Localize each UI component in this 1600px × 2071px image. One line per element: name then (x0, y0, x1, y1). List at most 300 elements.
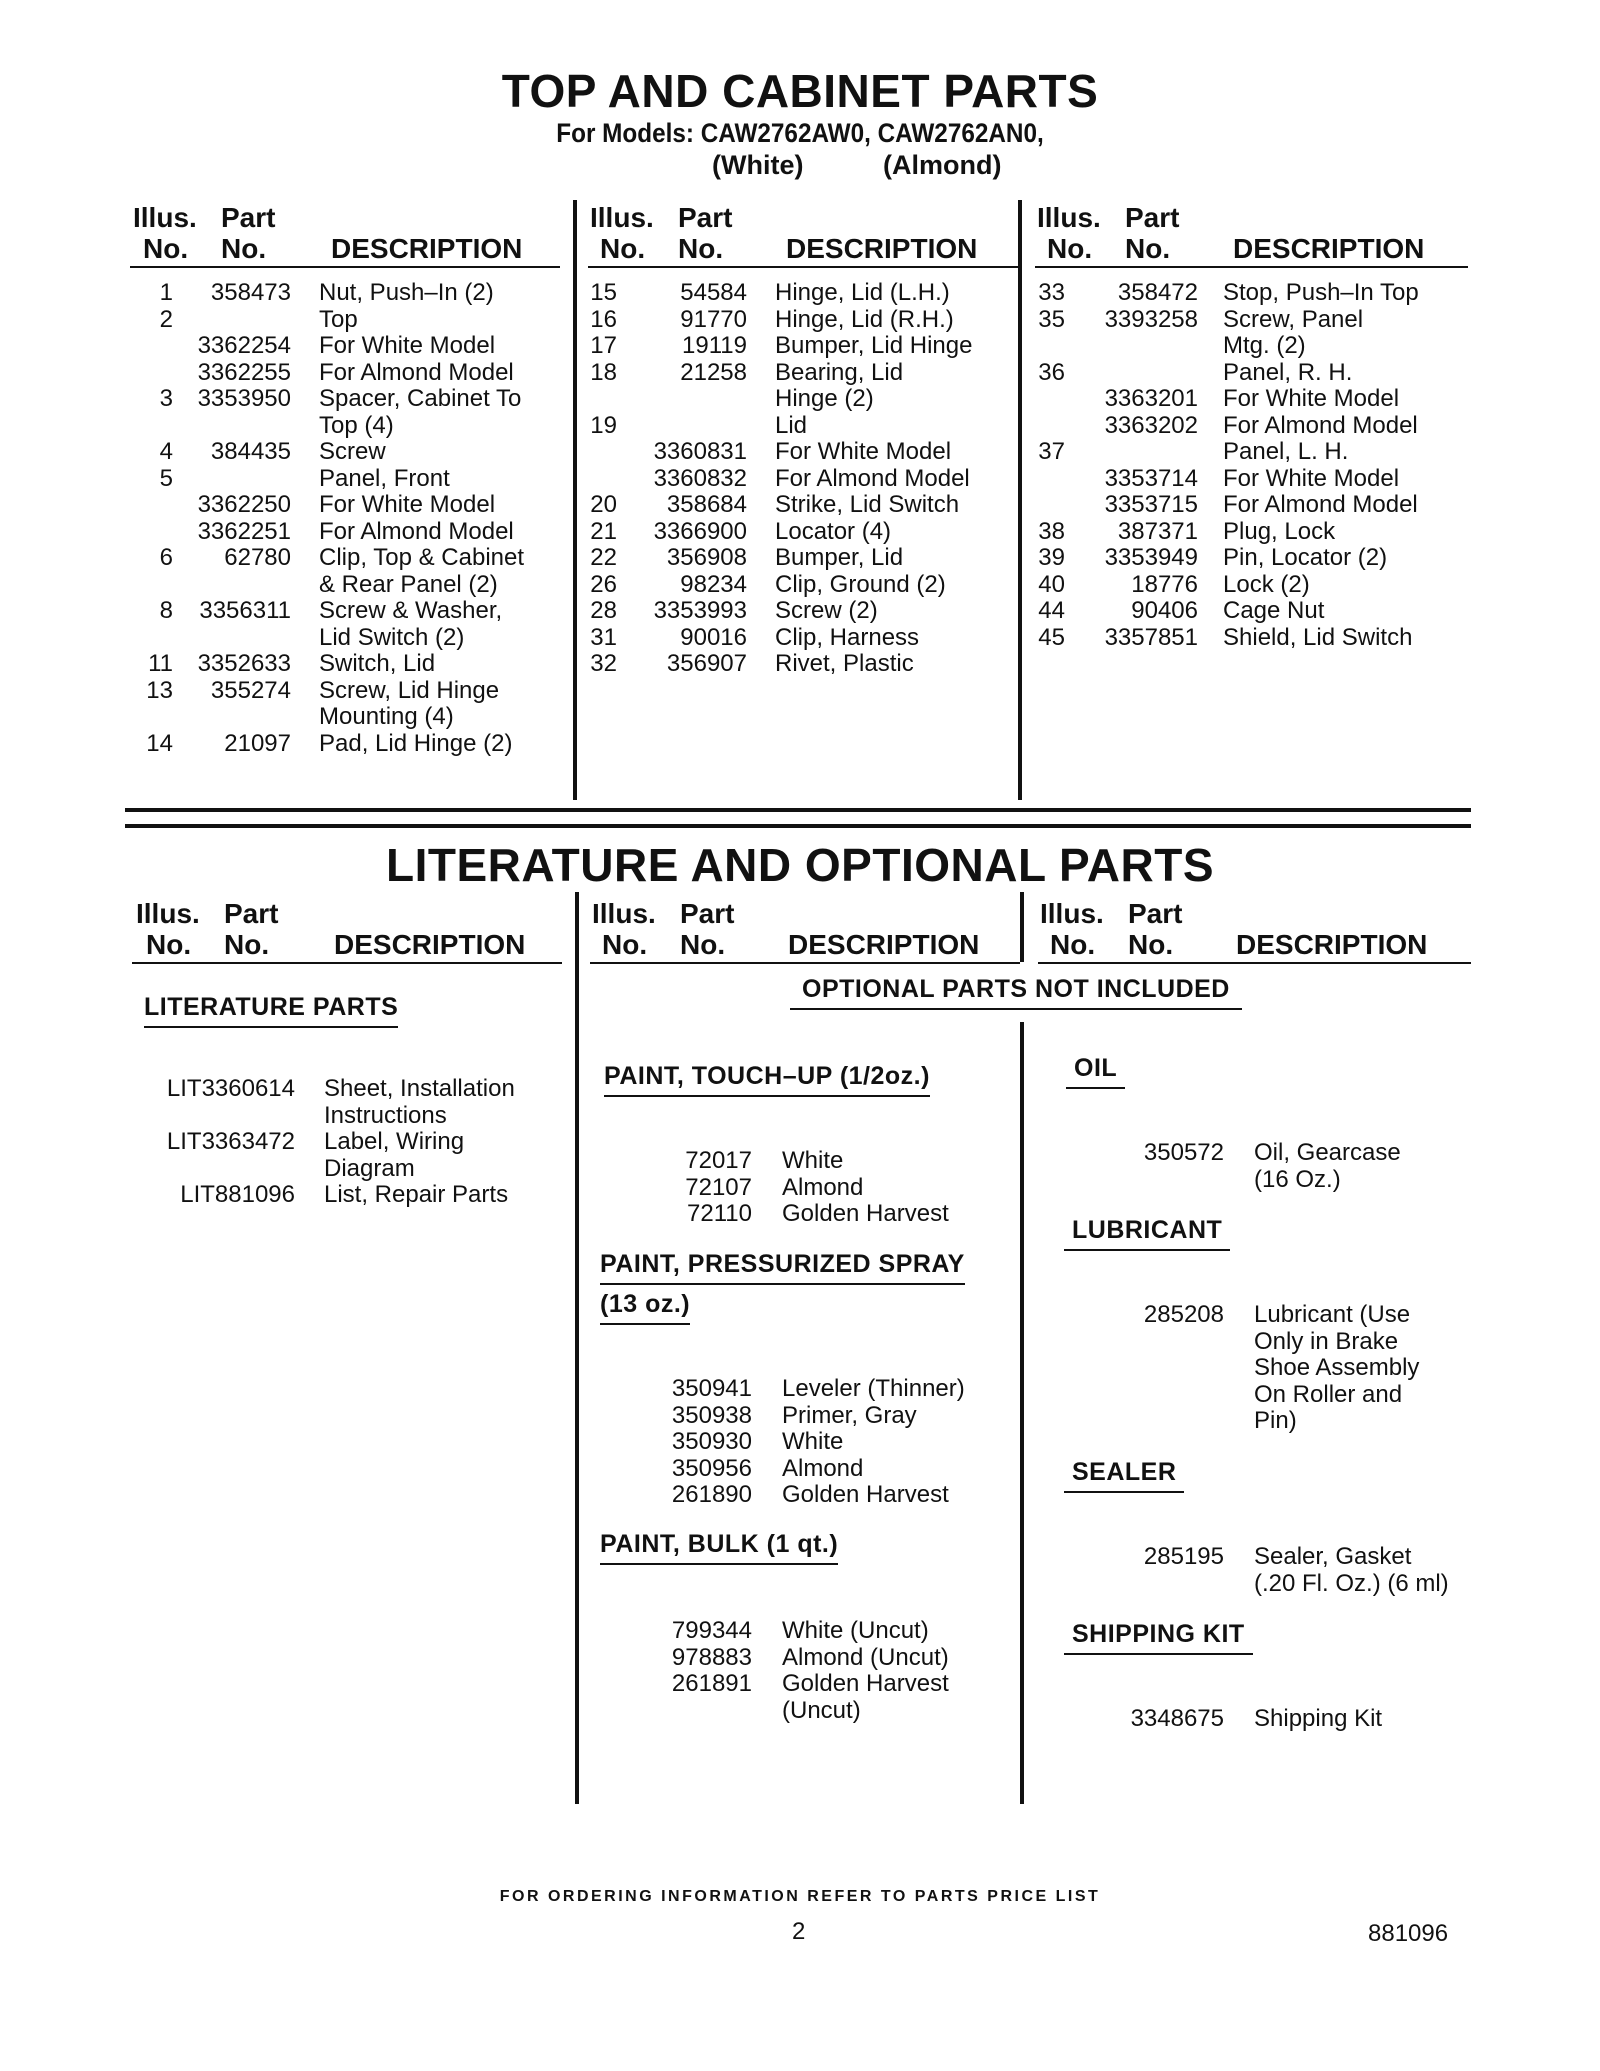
part-no: 3362254 (197, 332, 291, 359)
header-part: Part (678, 202, 733, 233)
heading-underline (1064, 1249, 1230, 1251)
part-description: Shoe Assembly (1254, 1354, 1420, 1381)
header-description: DESCRIPTION (334, 929, 526, 960)
part-description: Strike, Lid Switch (775, 491, 960, 518)
part-no: 21258 (680, 358, 747, 386)
column-header-2 (590, 202, 1020, 264)
header-description: DESCRIPTION (1236, 929, 1428, 960)
part-description: Golden Harvest (782, 1481, 949, 1508)
table-row (577, 545, 1007, 572)
part-no: LIT881096 (180, 1181, 295, 1208)
part-description: Diagram (324, 1154, 415, 1182)
part-no: 3393258 (1104, 305, 1198, 333)
table-row (577, 307, 1007, 334)
header-illus-no: No. (600, 233, 646, 264)
illus-no: 6 (159, 544, 173, 571)
part-description: Mounting (4) (319, 703, 454, 730)
part-no: 3363201 (1104, 385, 1198, 412)
illus-no: 1 (159, 279, 173, 306)
part-description: Sheet, Installation (324, 1075, 515, 1102)
part-description: Clip, Ground (2) (775, 570, 946, 598)
table-row (1025, 572, 1465, 599)
table-row (133, 333, 563, 360)
list-item (150, 1076, 570, 1103)
table-row (1025, 492, 1465, 519)
header-part: Part (680, 898, 735, 929)
part-description: Instructions (324, 1101, 447, 1129)
table-row (1025, 333, 1465, 360)
header-illus-no: No. (602, 929, 648, 960)
part-no: 355274 (210, 676, 291, 704)
part-no: 3362255 (197, 358, 291, 386)
illus-no: 17 (590, 332, 617, 359)
header-illus-no: No. (1050, 929, 1096, 960)
part-description: Screw (319, 438, 386, 465)
part-no: 3356311 (199, 597, 291, 624)
lit-column-header-3 (1040, 898, 1470, 960)
part-description: Nut, Push–In (2) (319, 279, 494, 306)
table-row (577, 519, 1007, 546)
list-item (1110, 1706, 1470, 1733)
lubricant-list (1110, 1302, 1470, 1435)
paint-spray-heading-2: (13 oz.) (600, 1290, 690, 1319)
part-description: Hinge, Lid (L.H.) (775, 279, 950, 306)
table-row (577, 572, 1007, 599)
part-no: 799344 (671, 1617, 752, 1644)
table-row (1025, 413, 1465, 440)
part-no: 350941 (671, 1375, 752, 1402)
table-row (133, 651, 563, 678)
header-illus: Illus. (133, 202, 197, 233)
part-description: Panel, R. H. (1223, 358, 1353, 386)
paint-touchup-list (640, 1148, 1000, 1228)
part-no: 358684 (666, 491, 747, 518)
paint-bulk-heading: PAINT, BULK (1 qt.) (600, 1530, 838, 1559)
part-description: Switch, Lid (319, 650, 436, 677)
part-description: Leveler (Thinner) (782, 1375, 965, 1402)
part-no: 3366900 (653, 517, 747, 545)
table-row (1025, 519, 1465, 546)
part-description: Screw & Washer, (319, 597, 503, 624)
part-no: 3348675 (1130, 1705, 1224, 1732)
table-row (1025, 545, 1465, 572)
illus-no: 38 (1038, 517, 1065, 545)
parts-list-col1 (133, 280, 563, 757)
part-no: 3353993 (653, 597, 747, 624)
table-row (577, 439, 1007, 466)
illus-no: 35 (1038, 305, 1065, 333)
part-no: 3362250 (197, 491, 291, 518)
list-item (1110, 1329, 1470, 1356)
table-row (577, 360, 1007, 387)
part-no: 72107 (685, 1173, 752, 1201)
header-illus: Illus. (592, 898, 656, 929)
header-illus: Illus. (590, 202, 654, 233)
part-no: 18776 (1131, 570, 1198, 598)
part-no: 98234 (680, 570, 747, 598)
parts-list-col2 (577, 280, 1007, 678)
illus-no: 40 (1038, 570, 1065, 598)
header-description: DESCRIPTION (788, 929, 980, 960)
illus-no: 13 (146, 676, 173, 704)
header-part: Part (224, 898, 279, 929)
illus-no: 45 (1038, 623, 1065, 651)
literature-parts-heading: LITERATURE PARTS (144, 993, 398, 1022)
ordering-note: FOR ORDERING INFORMATION REFER TO PARTS PRICE LIST (499, 1888, 1101, 1905)
part-no: 90406 (1131, 597, 1198, 624)
illus-no: 20 (590, 491, 617, 518)
illus-no: 4 (159, 438, 173, 465)
part-description: On Roller and (1254, 1380, 1403, 1408)
part-no: 3353949 (1104, 544, 1198, 571)
part-description: Locator (4) (775, 517, 892, 545)
part-description: Cage Nut (1223, 597, 1325, 624)
table-row (1025, 307, 1465, 334)
table-row (133, 519, 563, 546)
part-no: 3353950 (197, 385, 291, 412)
illus-no: 19 (590, 411, 617, 439)
table-row (133, 280, 563, 307)
header-underline-3 (1038, 962, 1471, 964)
part-description: Panel, Front (319, 464, 450, 492)
part-description: Bumper, Lid Hinge (775, 332, 973, 359)
table-row (577, 492, 1007, 519)
part-description: Mtg. (2) (1223, 332, 1306, 359)
header-underline-1 (132, 962, 562, 964)
part-no: 62780 (224, 544, 291, 571)
shipping-kit-heading: SHIPPING KIT (1072, 1620, 1245, 1649)
table-row (133, 545, 563, 572)
table-row (577, 386, 1007, 413)
part-no: 3357851 (1104, 623, 1198, 651)
part-no: 285195 (1143, 1543, 1224, 1570)
section-divider (125, 824, 1471, 828)
part-description: Spacer, Cabinet To (319, 385, 522, 412)
part-no: 978883 (671, 1643, 752, 1671)
header-part-no: No. (224, 929, 270, 960)
table-row (133, 678, 563, 705)
table-row (577, 466, 1007, 493)
part-description: Bearing, Lid (775, 358, 904, 386)
parts-list-col3 (1025, 280, 1465, 651)
list-item (640, 1175, 1000, 1202)
paint-bulk-list (640, 1618, 1000, 1724)
part-description: (Uncut) (782, 1696, 861, 1724)
list-item (1110, 1571, 1470, 1598)
part-description: Clip, Harness (775, 623, 920, 651)
list-item (640, 1671, 1000, 1698)
header-illus-no: No. (146, 929, 192, 960)
part-description: For Almond Model (775, 464, 970, 492)
table-row (577, 413, 1007, 440)
part-description: Lid Switch (2) (319, 623, 465, 651)
heading-underline (1064, 1491, 1184, 1493)
part-description: For Almond Model (319, 517, 514, 545)
table-row (133, 492, 563, 519)
header-part: Part (1128, 898, 1183, 929)
column-divider (1020, 892, 1024, 962)
part-description: Golden Harvest (782, 1670, 949, 1697)
list-item (1110, 1544, 1470, 1571)
header-part: Part (221, 202, 276, 233)
illus-no: 18 (590, 358, 617, 386)
heading-underline (600, 1563, 838, 1565)
part-description: For White Model (319, 332, 496, 359)
column-divider (1018, 200, 1022, 800)
part-no: 350938 (671, 1401, 752, 1429)
table-row (133, 413, 563, 440)
part-description: Panel, L. H. (1223, 438, 1349, 465)
lit-column-header-2 (592, 898, 1022, 960)
part-no: 261891 (671, 1670, 752, 1697)
column-divider (1020, 1022, 1024, 1804)
column-header-1 (133, 202, 563, 264)
paint-spray-heading: PAINT, PRESSURIZED SPRAY (600, 1250, 965, 1279)
table-row (133, 307, 563, 334)
illus-no: 39 (1038, 544, 1065, 571)
table-row (133, 466, 563, 493)
part-description: White (782, 1147, 844, 1174)
sealer-heading: SEALER (1072, 1458, 1176, 1487)
part-no: 54584 (680, 279, 747, 306)
heading-underline (604, 1095, 930, 1097)
illus-no: 26 (590, 570, 617, 598)
list-item (1110, 1167, 1470, 1194)
list-item (640, 1456, 1000, 1483)
paint-spray-list (640, 1376, 1000, 1509)
part-no: 91770 (680, 305, 747, 333)
illus-no: 32 (590, 650, 617, 677)
header-illus-no: No. (1047, 233, 1093, 264)
part-description: Screw, Panel (1223, 305, 1364, 333)
oil-list (1110, 1140, 1470, 1193)
part-description: For White Model (1223, 385, 1400, 412)
illus-no: 11 (148, 650, 173, 677)
part-description: Only in Brake (1254, 1327, 1399, 1355)
list-item (640, 1618, 1000, 1645)
illus-no: 14 (146, 729, 173, 757)
part-description: White (Uncut) (782, 1617, 929, 1644)
table-row (1025, 466, 1465, 493)
part-description: Lock (2) (1223, 570, 1310, 598)
column-divider (575, 892, 579, 1804)
header-underline-2 (588, 266, 1018, 268)
list-item (640, 1698, 1000, 1725)
header-part-no: No. (680, 929, 726, 960)
heading-underline (1064, 1653, 1253, 1655)
part-no: 3362251 (197, 517, 291, 545)
part-description: Rivet, Plastic (775, 650, 914, 677)
list-item (640, 1376, 1000, 1403)
table-row (133, 360, 563, 387)
part-description: Primer, Gray (782, 1401, 917, 1429)
part-description: Pad, Lid Hinge (2) (319, 729, 513, 757)
part-no: 90016 (680, 623, 747, 651)
part-description: For White Model (1223, 464, 1400, 492)
list-item (1110, 1408, 1470, 1435)
table-row (1025, 386, 1465, 413)
list-item (1110, 1140, 1470, 1167)
sealer-list (1110, 1544, 1470, 1597)
list-item (150, 1156, 570, 1183)
lit-column-header-1 (136, 898, 566, 960)
illus-no: 36 (1038, 358, 1065, 386)
color-white-label: (White) (712, 150, 804, 180)
oil-heading: OIL (1074, 1054, 1117, 1083)
table-row (577, 280, 1007, 307)
part-description: Stop, Push–In Top (1223, 279, 1419, 306)
part-no: 3360831 (653, 438, 747, 465)
part-no: 21097 (224, 729, 291, 757)
part-no: LIT3360614 (166, 1075, 295, 1102)
part-no: 356907 (666, 650, 747, 677)
header-part-no: No. (1128, 929, 1174, 960)
paint-touchup-heading: PAINT, TOUCH–UP (1/2oz.) (604, 1062, 930, 1091)
header-description: DESCRIPTION (331, 233, 523, 264)
table-row (133, 625, 563, 652)
table-row (133, 386, 563, 413)
part-description: Shipping Kit (1254, 1705, 1383, 1732)
illus-no: 21 (590, 517, 617, 545)
table-row (133, 572, 563, 599)
color-almond-label: (Almond) (883, 150, 1002, 180)
illus-no: 8 (159, 597, 173, 624)
part-description: For White Model (319, 491, 496, 518)
part-no: 3353714 (1104, 464, 1198, 492)
part-description: List, Repair Parts (324, 1181, 509, 1208)
illus-no: 44 (1038, 597, 1065, 624)
part-description: Pin, Locator (2) (1223, 544, 1388, 571)
part-no: 19119 (682, 332, 747, 359)
illus-no: 31 (590, 623, 617, 651)
heading-underline (600, 1323, 690, 1325)
literature-parts-list (150, 1076, 570, 1209)
part-no: 350956 (671, 1454, 752, 1482)
list-item (640, 1645, 1000, 1672)
list-item (1110, 1355, 1470, 1382)
part-no: 384435 (210, 438, 291, 465)
part-no: 72017 (685, 1147, 752, 1174)
part-description: Hinge (2) (775, 385, 874, 412)
table-row (577, 333, 1007, 360)
part-description: Pin) (1254, 1407, 1297, 1434)
document-number: 881096 (1368, 1920, 1449, 1947)
part-description: Hinge, Lid (R.H.) (775, 305, 954, 333)
header-illus: Illus. (1037, 202, 1101, 233)
part-description: Label, Wiring (324, 1128, 465, 1155)
table-row (577, 651, 1007, 678)
part-description: Top (319, 305, 358, 333)
list-item (150, 1182, 570, 1209)
heading-underline (790, 1008, 1242, 1010)
part-no: 350572 (1143, 1139, 1224, 1166)
header-description: DESCRIPTION (786, 233, 978, 264)
part-description: White (782, 1428, 844, 1455)
part-no: LIT3363472 (166, 1128, 295, 1155)
table-row (577, 598, 1007, 625)
part-description: Plug, Lock (1223, 517, 1336, 545)
heading-underline (144, 1026, 398, 1028)
illus-no: 3 (159, 385, 173, 412)
table-row (133, 598, 563, 625)
part-description: Almond (782, 1454, 864, 1482)
shipping-kit-list (1110, 1706, 1470, 1733)
part-description: Almond (Uncut) (782, 1643, 949, 1671)
part-description: Lubricant (Use (1254, 1301, 1411, 1328)
lubricant-heading: LUBRICANT (1072, 1216, 1222, 1245)
part-no: 285208 (1143, 1301, 1224, 1328)
table-row (1025, 360, 1465, 387)
header-part-no: No. (221, 233, 267, 264)
part-description: (.20 Fl. Oz.) (6 ml) (1254, 1569, 1449, 1597)
illus-no: 5 (159, 464, 173, 492)
table-row (1025, 625, 1465, 652)
illus-no: 2 (159, 305, 173, 333)
list-item (150, 1103, 570, 1130)
part-description: For White Model (775, 438, 952, 465)
section-divider (125, 808, 1471, 812)
header-part: Part (1125, 202, 1180, 233)
column-header-3 (1037, 202, 1467, 264)
part-no: 3352633 (197, 650, 291, 677)
part-no: 3360832 (653, 464, 747, 492)
part-description: Screw (2) (775, 597, 878, 624)
part-no: 261890 (671, 1481, 752, 1508)
part-description: Shield, Lid Switch (1223, 623, 1413, 651)
list-item (150, 1129, 570, 1156)
list-item (640, 1482, 1000, 1509)
part-no: 350930 (671, 1428, 752, 1455)
list-item (640, 1148, 1000, 1175)
part-no: 3363202 (1104, 411, 1198, 439)
heading-underline (1066, 1087, 1125, 1089)
part-description: Bumper, Lid (775, 544, 904, 571)
illus-no: 37 (1038, 438, 1065, 465)
part-no: 3353715 (1104, 491, 1198, 518)
optional-parts-heading: OPTIONAL PARTS NOT INCLUDED (802, 975, 1230, 1004)
illus-no: 28 (590, 597, 617, 624)
list-item (1110, 1302, 1470, 1329)
section-title: LITERATURE AND OPTIONAL PARTS (385, 839, 1214, 891)
part-description: For Almond Model (1223, 411, 1418, 439)
part-no: 72110 (687, 1200, 752, 1227)
list-item (640, 1201, 1000, 1228)
part-description: Golden Harvest (782, 1200, 949, 1227)
part-description: Clip, Top & Cabinet (319, 544, 525, 571)
part-description: Sealer, Gasket (1254, 1543, 1412, 1570)
list-item (640, 1429, 1000, 1456)
table-row (577, 625, 1007, 652)
table-row (133, 731, 563, 758)
page-number: 2 (792, 1918, 806, 1945)
part-description: & Rear Panel (2) (319, 570, 498, 598)
part-description: For Almond Model (319, 358, 514, 386)
part-description: Top (4) (319, 411, 394, 439)
table-row (1025, 439, 1465, 466)
illus-no: 33 (1038, 279, 1065, 306)
header-illus: Illus. (136, 898, 200, 929)
illus-no: 22 (590, 544, 617, 571)
list-item (1110, 1382, 1470, 1409)
header-underline-2 (590, 962, 1020, 964)
part-description: Oil, Gearcase (1254, 1139, 1401, 1166)
part-no: 387371 (1117, 517, 1198, 545)
header-underline-3 (1035, 266, 1468, 268)
part-no: 356908 (666, 544, 747, 571)
part-description: (16 Oz.) (1254, 1165, 1341, 1193)
part-description: Almond (782, 1173, 864, 1201)
header-illus: Illus. (1040, 898, 1104, 929)
